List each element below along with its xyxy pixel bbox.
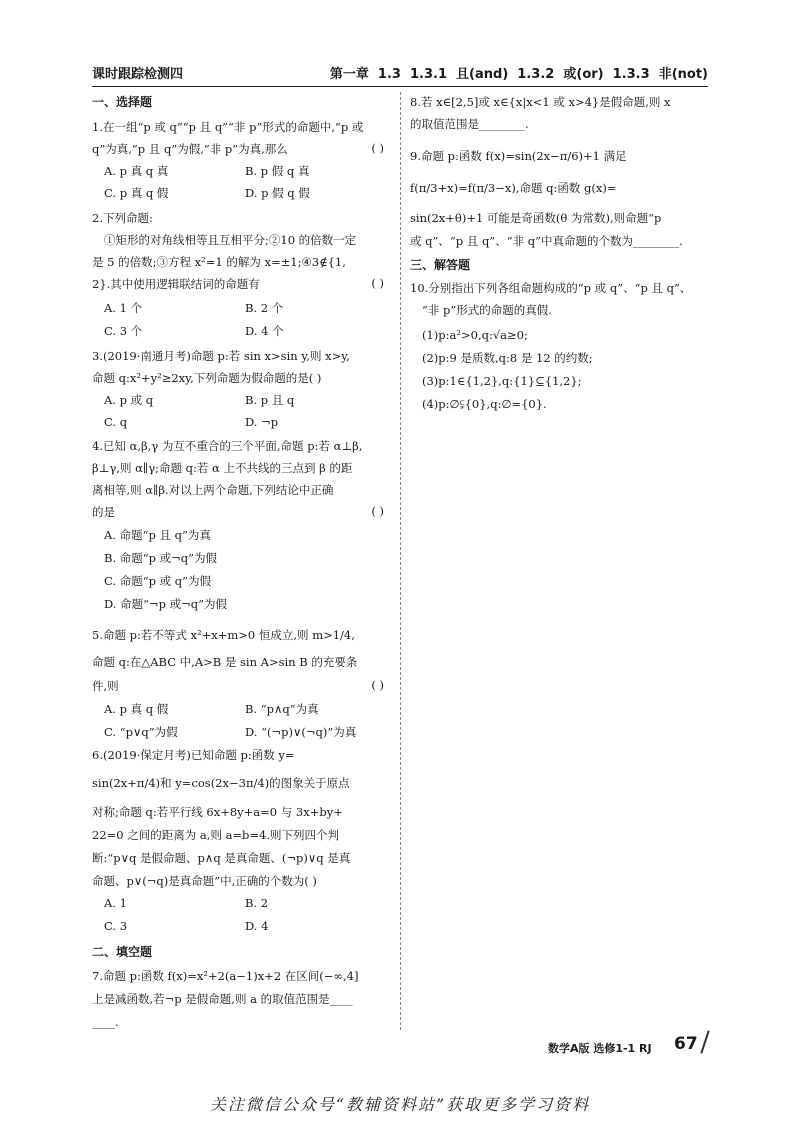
q6-option-c: C. 3 bbox=[104, 919, 128, 933]
q5-line-1: 5.命题 p:若不等式 x²+x+m>0 恒成立,则 m>1/4, bbox=[92, 628, 355, 642]
q1-answer-paren: ( ) bbox=[371, 141, 384, 155]
q5-answer-paren: ( ) bbox=[371, 678, 384, 692]
q4-line-1: 4.已知 α,β,γ 为互不重合的三个平面,命题 p:若 α⊥β, bbox=[92, 439, 363, 453]
q6-option-d: D. 4 bbox=[245, 919, 269, 933]
q4-line-3: 离相等,则 α∥β.对以上两个命题,下列结论中正确 bbox=[92, 483, 334, 497]
q6-option-b: B. 2 bbox=[245, 896, 269, 910]
q4-line-4: 的是 bbox=[92, 505, 115, 519]
q6-option-a: A. 1 bbox=[104, 896, 127, 910]
q6-line-1: 6.(2019·保定月考)已知命题 p:函数 y= bbox=[92, 748, 295, 762]
q1-option-b: B. p 假 q 真 bbox=[245, 164, 310, 178]
q10-item-2: (2)p:9 是质数,q:8 是 12 的约数; bbox=[422, 351, 593, 365]
q10-item-3: (3)p:1∈{1,2},q:{1}⊆{1,2}; bbox=[422, 374, 582, 388]
q7-line-3: ____. bbox=[92, 1015, 119, 1029]
q2-option-b: B. 2 个 bbox=[245, 301, 284, 315]
q9-line-1: 9.命题 p:函数 f(x)=sin(2x−π/6)+1 满足 bbox=[410, 149, 627, 163]
page-header bbox=[92, 62, 708, 87]
book-tag: 数学A版 选修1-1 RJ bbox=[548, 1042, 652, 1055]
q3-option-c: C. q bbox=[104, 415, 128, 429]
q2-line-2: ①矩形的对角线相等且互相平分;②10 的倍数一定 bbox=[104, 233, 357, 247]
q2-option-c: C. 3 个 bbox=[104, 324, 143, 338]
q1-line-1: 1.在一组“p 或 q”“p 且 q”“非 p”形式的命题中,“p 或 bbox=[92, 120, 364, 134]
section-fill-heading: 二、填空题 bbox=[92, 945, 153, 959]
q4-option-b: B. 命题“p 或¬q”为假 bbox=[104, 551, 218, 565]
q10-item-1: (1)p:a²>0,q:√a≥0; bbox=[422, 328, 528, 342]
q4-option-a: A. 命题“p 且 q”为真 bbox=[104, 528, 211, 542]
q6-line-3: 对称;命题 q:若平行线 6x+8y+a=0 与 3x+by+ bbox=[92, 805, 343, 819]
header-right-title: 第一章 1.3 1.3.1 且(and) 1.3.2 或(or) 1.3.3 非(not) bbox=[329, 67, 708, 82]
q1-option-c: C. p 真 q 假 bbox=[104, 186, 169, 200]
q2-line-3: 是 5 的倍数;③方程 x²=1 的解为 x=±1;④3∉{1, bbox=[92, 255, 346, 269]
q6-line-6: 命题、p∨(¬q)是真命题”中,正确的个数为( ) bbox=[92, 874, 317, 888]
q5-option-c: C. “p∨q”为假 bbox=[104, 725, 178, 739]
header-left-title: 课时跟踪检测四 bbox=[92, 67, 184, 82]
q4-answer-paren: ( ) bbox=[371, 504, 384, 518]
q2-answer-paren: ( ) bbox=[371, 276, 384, 290]
q9-line-3: sin(2x+θ)+1 可能是奇函数(θ 为常数),则命题“p bbox=[410, 211, 662, 225]
q2-line-4: 2}.其中使用逻辑联结词的命题有 bbox=[92, 277, 260, 291]
q6-line-5: 断:“p∨q 是假命题、p∧q 是真命题、(¬p)∨q 是真 bbox=[92, 851, 351, 865]
q2-line-1: 2.下列命题: bbox=[92, 211, 153, 225]
q3-option-b: B. p 且 q bbox=[245, 393, 295, 407]
q5-option-d: D. “(¬p)∨(¬q)”为真 bbox=[245, 725, 357, 739]
q10-item-4: (4)p:∅⫋{0},q:∅={0}. bbox=[422, 397, 547, 411]
q4-option-c: C. 命题“p 或 q”为假 bbox=[104, 574, 211, 588]
q3-option-d: D. ¬p bbox=[245, 415, 279, 429]
q7-line-1: 7.命题 p:函数 f(x)=x²+2(a−1)x+2 在区间(−∞,4] bbox=[92, 969, 359, 983]
q3-line-1: 3.(2019·南通月考)命题 p:若 sin x>sin y,则 x>y, bbox=[92, 349, 350, 363]
q5-line-2: 命题 q:在△ABC 中,A>B 是 sin A>sin B 的充要条 bbox=[92, 655, 358, 669]
q2-option-d: D. 4 个 bbox=[245, 324, 284, 338]
q2-option-a: A. 1 个 bbox=[104, 301, 143, 315]
q6-line-4: 22=0 之间的距离为 a,则 a=b=4.则下列四个判 bbox=[92, 828, 340, 842]
q7-line-2: 上是减函数,若¬p 是假命题,则 a 的取值范围是____ bbox=[92, 992, 353, 1006]
page-slash-mark bbox=[700, 1030, 709, 1053]
q5-option-a: A. p 真 q 假 bbox=[104, 702, 169, 716]
watermark-text: 关注微信公众号“教辅资料站”获取更多学习资料 bbox=[209, 1095, 591, 1114]
q9-line-2: f(π/3+x)=f(π/3−x),命题 q:函数 g(x)= bbox=[410, 181, 617, 195]
q8-line-1: 8.若 x∈[2,5]或 x∈{x|x<1 或 x>4}是假命题,则 x bbox=[410, 95, 671, 109]
q5-line-3: 件,则 bbox=[92, 679, 119, 693]
q3-line-2: 命题 q:x²+y²≥2xy,下列命题为假命题的是( ) bbox=[92, 371, 322, 385]
q1-option-d: D. p 假 q 假 bbox=[245, 186, 310, 200]
q10-line-1: 10.分别指出下列各组命题构成的“p 或 q”、“p 且 q”、 bbox=[410, 281, 692, 295]
column-divider bbox=[400, 92, 401, 1030]
page-number: 67 bbox=[674, 1034, 698, 1054]
q8-line-2: 的取值范围是________. bbox=[410, 117, 529, 131]
q4-option-d: D. 命题“¬p 或¬q”为假 bbox=[104, 597, 228, 611]
q1-line-2: q”为真,“p 且 q”为假,“非 p”为真,那么 bbox=[92, 142, 288, 156]
q6-line-2: sin(2x+π/4)和 y=cos(2x−3π/4)的图象关于原点 bbox=[92, 776, 350, 790]
q4-line-2: β⊥γ,则 α∥γ;命题 q:若 α 上不共线的三点到 β 的距 bbox=[92, 461, 353, 475]
q3-option-a: A. p 或 q bbox=[104, 393, 154, 407]
q5-option-b: B. “p∧q”为真 bbox=[245, 702, 319, 716]
q10-line-2: “非 p”形式的命题的真假. bbox=[422, 303, 552, 317]
q1-option-a: A. p 真 q 真 bbox=[104, 164, 169, 178]
q9-line-4: 或 q”、“p 且 q”、“非 q”中真命题的个数为________. bbox=[410, 234, 683, 248]
section-answer-heading: 三、解答题 bbox=[410, 258, 471, 272]
section-choice-heading: 一、选择题 bbox=[92, 95, 153, 109]
